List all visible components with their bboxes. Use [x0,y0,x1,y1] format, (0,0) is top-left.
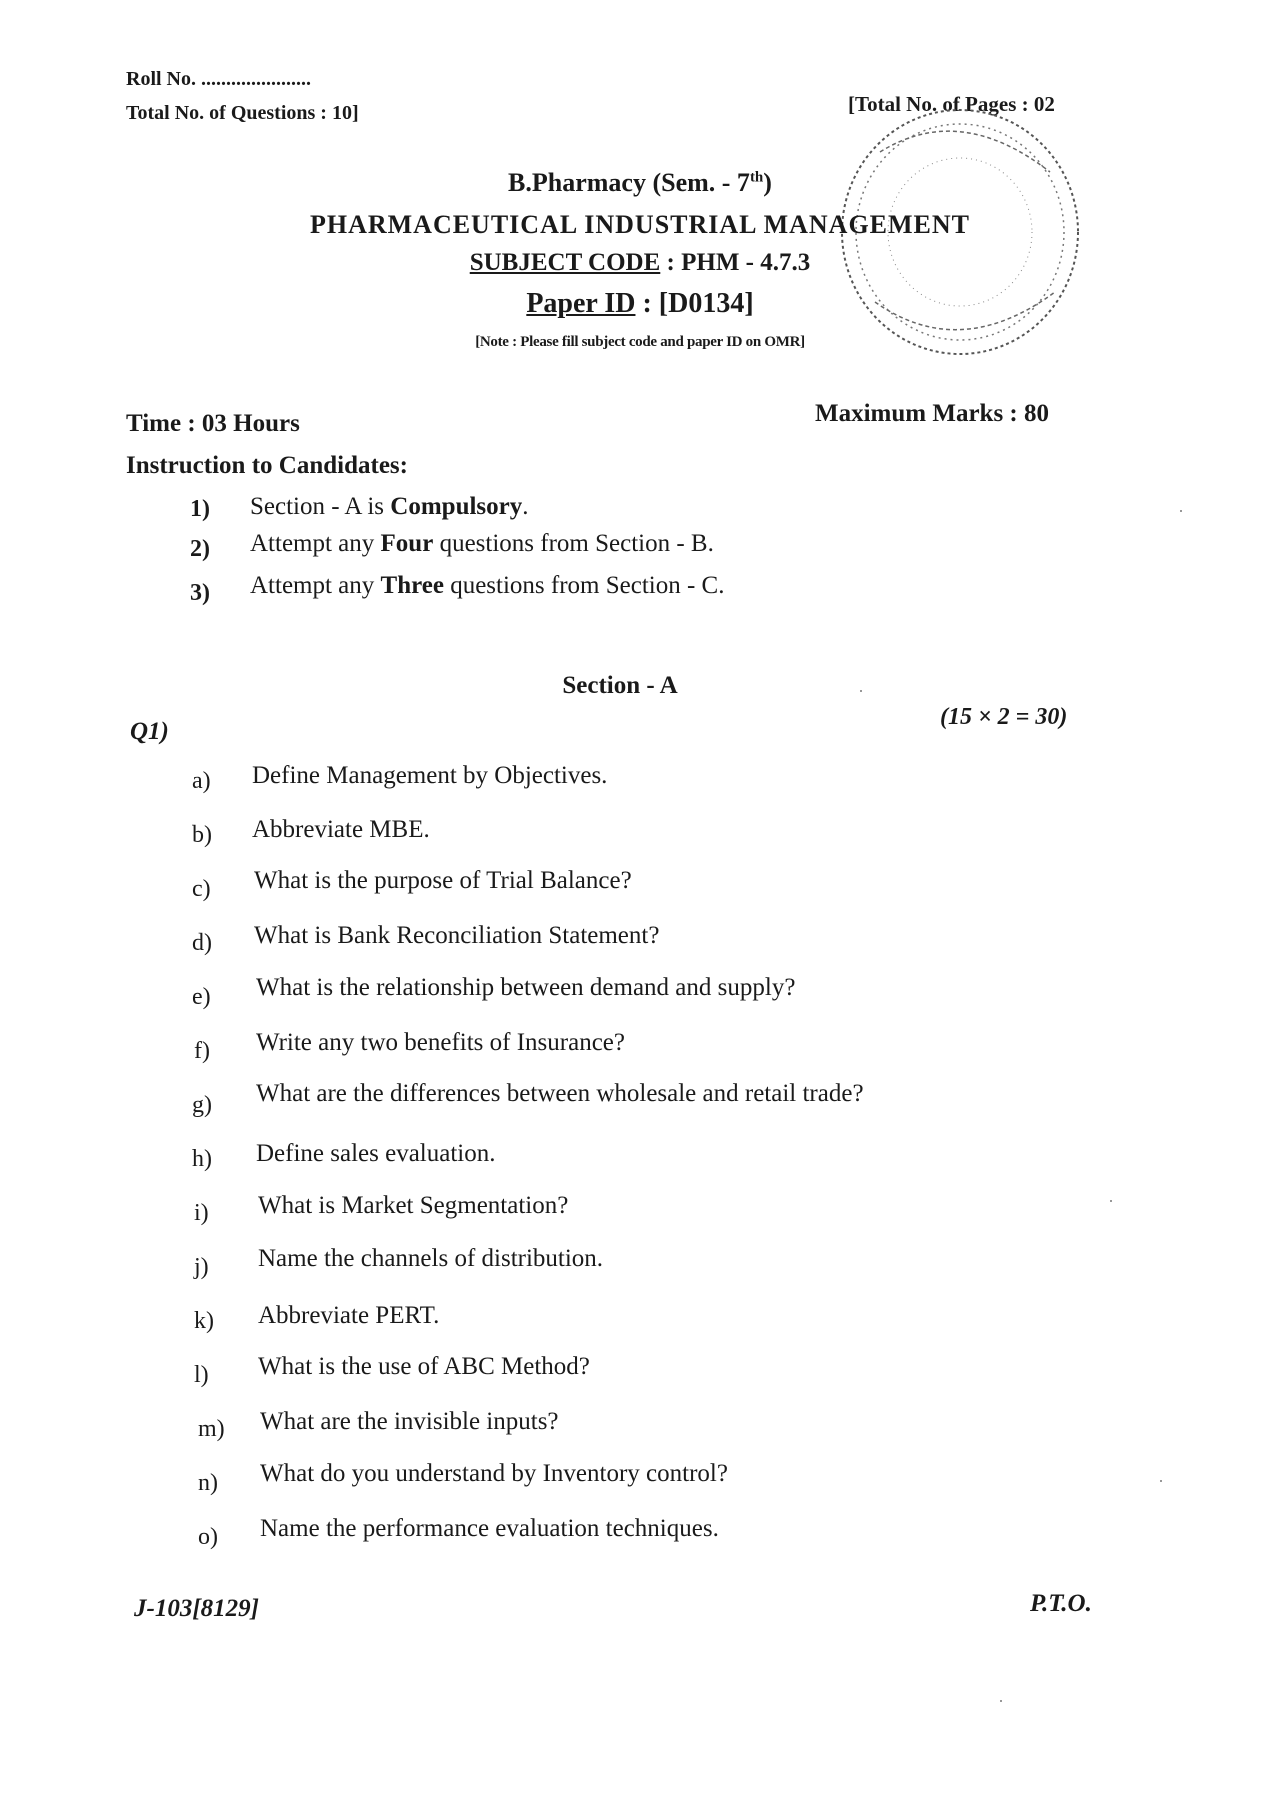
exam-time: Time : 03 Hours [126,410,300,437]
question-marks: (15 × 2 = 30) [940,704,1068,730]
question-text: Define sales evaluation. [256,1140,496,1167]
question-letter: b) [192,822,212,848]
question-text: What is Bank Reconciliation Statement? [254,922,660,949]
maximum-marks: Maximum Marks : 80 [815,400,1049,427]
question-letter: l) [194,1362,209,1388]
section-heading: Section - A [562,672,678,699]
question-letter: c) [192,876,211,902]
instruction-item [190,580,210,607]
question-letter: o) [198,1524,218,1550]
question-letter: f) [194,1038,210,1064]
instruction-text-part: Attempt any [250,572,381,599]
subject-code-label: SUBJECT CODE [469,249,661,276]
course-title-suffix: ) [763,168,772,197]
instruction-text-part: questions from Section - C. [443,572,725,599]
question-letter: k) [194,1308,214,1334]
instruction-number: 2) [190,536,210,562]
question-text: Abbreviate MBE. [252,816,430,843]
instruction-text [250,572,724,600]
question-text: Abbreviate PERT. [258,1302,440,1329]
instruction-text [250,530,714,558]
instruction-number: 3) [190,580,210,606]
question-text: What is the relationship between demand and supply? [256,974,796,1001]
question-text: Name the channels of distribution. [258,1245,604,1272]
omr-note: [Note : Please fill subject code and paper ID on OMR] [475,334,805,350]
scan-speck [1160,1480,1162,1482]
question-text: What is the purpose of Trial Balance? [254,867,632,894]
paper-id-label: Paper ID [526,288,636,319]
instruction-text-part: . [522,493,529,520]
question-letter: j) [194,1254,209,1280]
question-letter: h) [192,1146,212,1172]
instruction-emphasis: Three [380,572,444,599]
paper-code-footer: J-103[8129] [134,1595,259,1622]
instruction-item [190,496,210,523]
total-pages: [Total No. of Pages : 02 [848,92,1055,116]
subject-code [0,249,1280,277]
scan-speck [1110,1200,1112,1202]
question-letter: m) [198,1416,225,1442]
question-text: What is the use of ABC Method? [258,1353,590,1380]
instruction-text-part: Attempt any [250,530,381,557]
paper-id [0,288,1280,320]
scan-speck [1180,510,1182,512]
question-letter: e) [192,984,211,1010]
course-title-text: B.Pharmacy (Sem. - 7 [508,168,750,197]
instruction-heading: Instruction to Candidates: [126,452,408,479]
instruction-emphasis: Four [380,530,434,557]
instruction-text-part: questions from Section - B. [433,530,714,557]
instruction-emphasis: Compulsory [390,493,523,520]
question-letter: d) [192,930,212,956]
question-text: Define Management by Objectives. [252,762,608,789]
total-questions: Total No. of Questions : 10] [126,102,359,124]
scan-speck [1000,1700,1002,1702]
roll-number: Roll No. ...................... [126,68,311,90]
instruction-text [250,493,529,521]
course-title-superscript: th [749,169,764,186]
subject-code-value: : PHM - 4.7.3 [660,249,811,276]
question-letter: g) [192,1092,212,1118]
question-text: Write any two benefits of Insurance? [256,1029,625,1056]
question-text: What do you understand by Inventory control? [260,1460,728,1487]
question-text: Name the performance evaluation techniques. [260,1515,719,1542]
question-text: What are the invisible inputs? [260,1408,559,1435]
scan-speck [860,690,862,692]
question-text: What are the differences between wholesale and retail trade? [256,1080,864,1107]
instruction-text-part: Section - A is [250,493,391,520]
instruction-number: 1) [190,496,210,522]
question-letter: a) [192,768,211,794]
question-letter: i) [194,1200,209,1226]
pto-footer: P.T.O. [1030,1590,1092,1617]
subject-title: PHARMACEUTICAL INDUSTRIAL MANAGEMENT [309,210,971,239]
instruction-item [190,536,210,563]
paper-id-value: : [D0134] [635,288,754,319]
question-letter: n) [198,1470,218,1496]
course-title [0,168,1280,198]
question-label: Q1) [130,718,169,745]
question-text: What is Market Segmentation? [258,1192,569,1219]
